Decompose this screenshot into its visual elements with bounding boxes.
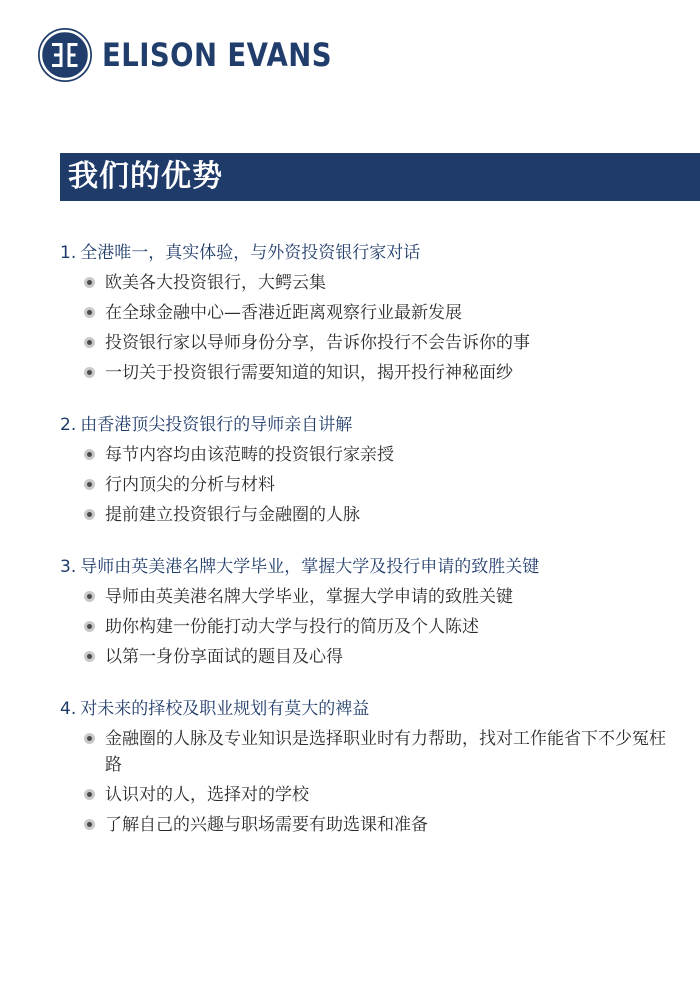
- section-3: [60, 554, 680, 670]
- bullet-icon: [84, 367, 95, 378]
- list-item-text: 认识对的人，选择对的学校: [105, 785, 309, 805]
- bullet-list: [60, 442, 680, 528]
- bullet-list: [60, 270, 680, 386]
- list-item-text: 以第一身份享面试的题目及心得: [105, 647, 343, 667]
- section-title: 对未来的择校及职业规划有莫大的裨益: [80, 699, 370, 719]
- section-heading: [60, 412, 680, 438]
- bullet-list: [60, 584, 680, 670]
- list-item: [60, 644, 680, 670]
- list-item: [60, 330, 680, 356]
- bullet-list: [60, 726, 680, 838]
- bullet-icon: [84, 651, 95, 662]
- bullet-icon: [84, 819, 95, 830]
- list-item: [60, 442, 680, 468]
- section-number: 2.: [60, 415, 77, 435]
- list-item-text: 助你构建一份能打动大学与投行的简历及个人陈述: [105, 617, 479, 637]
- list-item-text: 每节内容均由该范畴的投资银行家亲授: [105, 445, 394, 465]
- list-item: [60, 502, 680, 528]
- brand-name: ELISON EVANS: [102, 36, 332, 74]
- section-heading: [60, 696, 680, 722]
- list-item: [60, 300, 680, 326]
- section-number: 3.: [60, 557, 77, 577]
- section-heading: [60, 554, 680, 580]
- list-item-text: 在全球金融中心—香港近距离观察行业最新发展: [105, 303, 462, 323]
- bullet-icon: [84, 479, 95, 490]
- section-title: 导师由英美港名牌大学毕业，掌握大学及投行申请的致胜关键: [80, 557, 540, 577]
- list-item: [60, 584, 680, 610]
- section-number: 1.: [60, 243, 77, 263]
- advantages-list: [60, 240, 680, 864]
- page-title: 我们的优势: [68, 159, 223, 194]
- brand-logo: [38, 28, 369, 82]
- list-item: [60, 614, 680, 640]
- bullet-icon: [84, 449, 95, 460]
- section-banner: [60, 153, 700, 201]
- bullet-icon: [84, 307, 95, 318]
- list-item: [60, 782, 680, 808]
- list-item: [60, 472, 680, 498]
- list-item-text: 投资银行家以导师身份分享，告诉你投行不会告诉你的事: [105, 333, 530, 353]
- bullet-icon: [84, 733, 95, 744]
- list-item: [60, 812, 680, 838]
- section-number: 4.: [60, 699, 77, 719]
- list-item: [60, 360, 680, 386]
- list-item-text: 一切关于投资银行需要知道的知识，揭开投行神秘面纱: [105, 363, 513, 383]
- section-title: 由香港顶尖投资银行的导师亲自讲解: [80, 415, 353, 435]
- list-item-text: 欧美各大投资银行，大鳄云集: [105, 273, 326, 293]
- bullet-icon: [84, 337, 95, 348]
- section-4: [60, 696, 680, 838]
- section-title: 全港唯一，真实体验，与外资投资银行家对话: [80, 243, 421, 263]
- list-item: [60, 270, 680, 296]
- section-2: [60, 412, 680, 528]
- list-item-text: 行内顶尖的分析与材料: [105, 475, 275, 495]
- list-item: [60, 726, 680, 778]
- bullet-icon: [84, 277, 95, 288]
- bullet-icon: [84, 789, 95, 800]
- bullet-icon: [84, 509, 95, 520]
- section-1: [60, 240, 680, 386]
- bullet-icon: [84, 591, 95, 602]
- list-item-text: 金融圈的人脉及专业知识是选择职业时有力帮助，找对工作能省下不少冤枉路: [105, 729, 666, 775]
- ee-monogram-icon: [38, 28, 92, 82]
- list-item-text: 提前建立投资银行与金融圈的人脉: [105, 505, 360, 525]
- bullet-icon: [84, 621, 95, 632]
- list-item-text: 了解自己的兴趣与职场需要有助选课和准备: [105, 815, 428, 835]
- list-item-text: 导师由英美港名牌大学毕业，掌握大学申请的致胜关键: [105, 587, 513, 607]
- section-heading: [60, 240, 680, 266]
